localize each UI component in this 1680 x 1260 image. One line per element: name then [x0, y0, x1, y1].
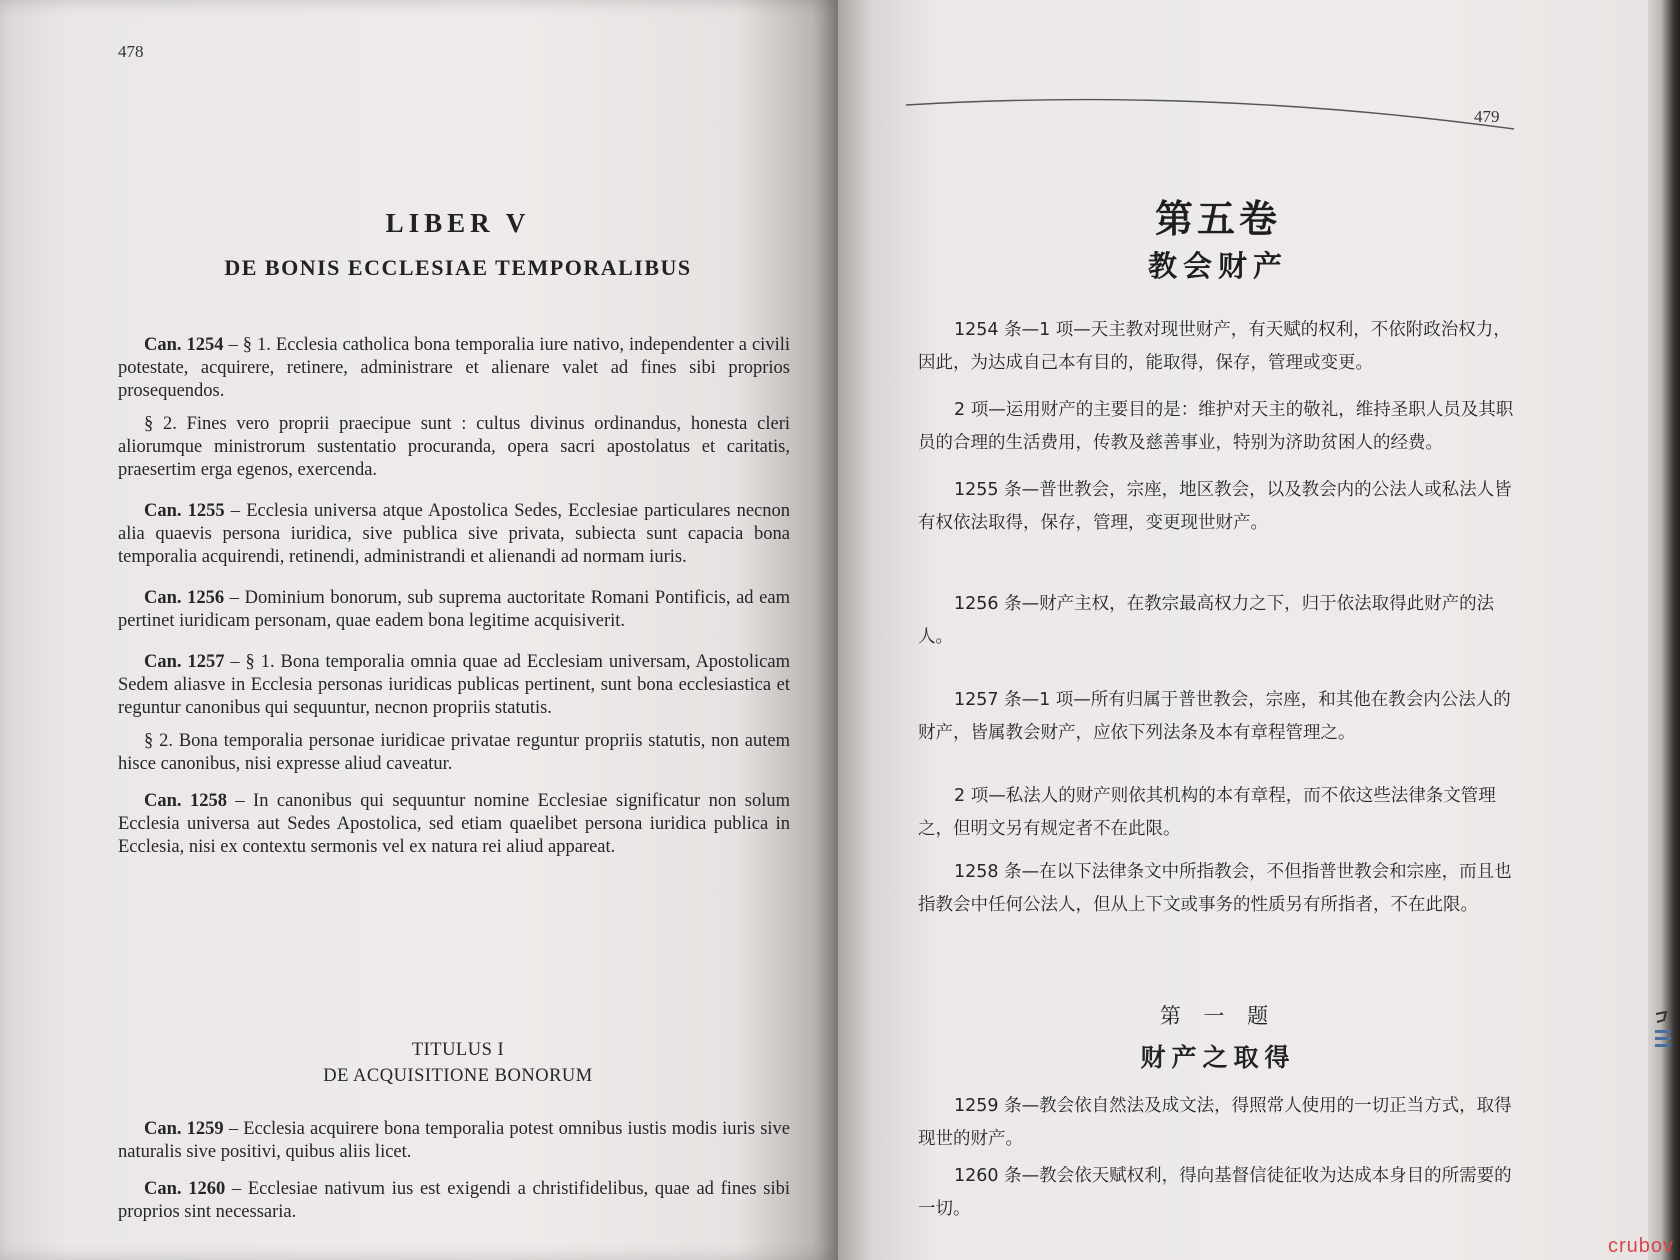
cn-paragraph: 1259 条—教会依自然法及成文法，得照常人使用的一切正当方式，取得现世的财产。 — [918, 1096, 1512, 1149]
liber-subtitle: DE BONIS ECCLESIAE TEMPORALIBUS — [224, 255, 692, 280]
canon-1257-par1: Can. 1257 – § 1. Bona temporalia omnia quae ad Ecclesiam universam, Apostolicam Sedem aliasve in Ecclesia personas iuridicas publicas pertinent, sunt bona ecclesiastica et reguntur canonibus qui sequuntur, necnon propriis statutis. — [118, 652, 790, 718]
cn-paragraph: 1255 条—普世教会，宗座，地区教会，以及教会内的公法人或私法人皆有权依法取得，保存，管理，变更现世财产。 — [918, 480, 1512, 533]
canon-block-bottom — [118, 1118, 790, 1224]
book-subtitle-cn: 教会财产 — [1147, 249, 1288, 283]
liber-title: LIBER V — [385, 208, 531, 238]
page-tab-marker-icon — [1652, 1010, 1674, 1056]
titulus-heading: TITULUS I — [411, 1040, 505, 1060]
canon-1258: Can. 1258 – In canonibus qui sequuntur nomine Ecclesiae significatur non solum Ecclesia universa aut Sedes Apostolica, sed etiam quaelibet persona iuridica publica in Ecclesia, nisi ex contextu sermonis vel ex natura rei aliud appareat. — [118, 791, 790, 857]
left-page — [0, 0, 838, 1260]
cn-paragraph: 1256 条—财产主权，在教宗最高权力之下，归于依法取得此财产的法人。 — [918, 594, 1495, 647]
canon-1254-par2: § 2. Fines vero proprii praecipue sunt : cultus divinus ordinandus, honesta cleri aliorumque ministrorum sustentatio procuranda, opera sacri apostolatus et caritatis, praesertim erga egenos, exercenda. — [118, 414, 790, 480]
canon-1257-par2: § 2. Bona temporalia personae iuridicae privatae reguntur propriis statutis, non autem hisce canonibus, nisi expresse aliud caveatur. — [118, 731, 790, 774]
cn-paragraph: 1257 条—1 项—所有归属于普世教会，宗座，和其他在教会内公法人的财产，皆属教会财产，应依下列法条及本有章程管理之。 — [918, 690, 1511, 743]
cn-section-subtitle: 财产之取得 — [1140, 1043, 1296, 1072]
cn-canon-block-bottom — [918, 1090, 1514, 1226]
cn-section-title: 第 一 题 — [1159, 1004, 1277, 1028]
titulus-subheading: DE ACQUISITIONE BONORUM — [323, 1066, 593, 1086]
canon-1254-par1: Can. 1254 – § 1. Ecclesia catholica bona temporalia iure nativo, independenter a civili potestate, acquirere, retinere, administrare et alienare valet ad fines sibi proprios prosequendos. — [118, 335, 790, 401]
cn-paragraph: 2 项—私法人的财产则依其机构的本有章程，而不依这些法律条文管理之，但明文另有规定者不在此限。 — [918, 786, 1496, 839]
watermark: crubov — [1607, 1235, 1674, 1257]
book-edge — [1648, 0, 1680, 1260]
cn-paragraph: 1260 条—教会依天赋权利，得向基督信徒征收为达成本身目的所需要的一切。 — [918, 1166, 1512, 1219]
canon-block — [118, 334, 790, 859]
cn-paragraph: 2 项—运用财产的主要目的是：维护对天主的敬礼，维持圣职人员及其职员的合理的生活费用，传教及慈善事业，特别为济助贫困人的经费。 — [918, 400, 1514, 453]
cn-paragraph: 1254 条—1 项—天主教对现世财产，有天赋的权利，不依附政治权力，因此，为达成自己本有目的，能取得，保存，管理或变更。 — [918, 320, 1511, 373]
canon-1259: Can. 1259 – Ecclesia acquirere bona temporalia potest omnibus iustis modis iuris sive naturalis sive positivi, quibus aliis licet. — [118, 1119, 791, 1162]
canon-1255: Can. 1255 – Ecclesia universa atque Apostolica Sedes, Ecclesiae particulares necnon alia quaevis persona iuridica, sive publica sive privata, subiecta sunt capacia bona temporalia acquirendi, retinendi, administrandi et alienandi ad normam iuris. — [118, 501, 790, 567]
book-title-cn: 第五卷 — [1154, 197, 1281, 241]
page-number-left: 478 — [118, 42, 144, 61]
cn-canon-block — [918, 314, 1514, 922]
canon-1256: Can. 1256 – Dominium bonorum, sub suprema auctoritate Romani Pontificis, ad eam pertinet iuridicam personam, quae eadem bona legitime acquisiverit. — [118, 588, 790, 631]
cn-paragraph: 1258 条—在以下法律条文中所指教会，不但指普世教会和宗座，而且也指教会中任何公法人，但从上下文或事务的性质另有所指者，不在此限。 — [918, 862, 1512, 915]
canon-1260: Can. 1260 – Ecclesiae nativum ius est exigendi a christifidelibus, quae ad fines sibi proprios sint necessaria. — [118, 1179, 790, 1222]
page-number-right: 479 — [1474, 107, 1500, 126]
header-rule — [904, 93, 1516, 133]
